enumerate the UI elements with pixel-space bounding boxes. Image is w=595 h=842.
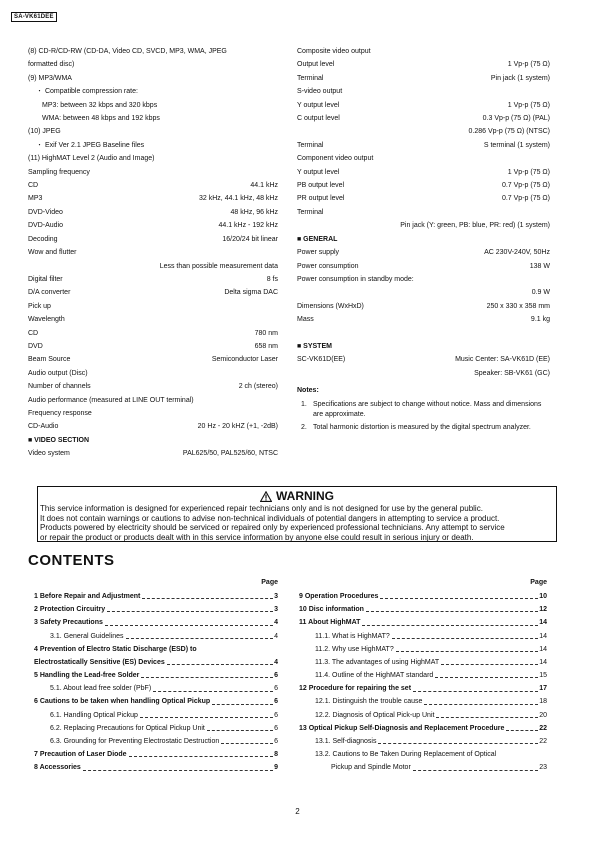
toc-entry[interactable]	[34, 709, 278, 722]
toc-entry-label: 9 Operation Procedures	[299, 592, 379, 600]
toc-leader	[436, 717, 538, 718]
toc-entry-page: 12	[539, 606, 547, 614]
spec-value: 9.1 kg	[530, 316, 550, 324]
spec-row	[28, 206, 278, 219]
toc-entry-page: 18	[539, 698, 547, 706]
spec-row	[297, 99, 550, 112]
spec-value: Semiconductor Laser	[211, 356, 278, 364]
toc-entry-page: 23	[539, 764, 547, 772]
spec-label: Digital filter	[28, 275, 63, 283]
spec-row	[297, 112, 550, 125]
toc-entry-page: 14	[539, 645, 547, 653]
toc-entry[interactable]	[299, 603, 547, 616]
spec-line: Audio output (Disc)	[28, 369, 88, 377]
spec-value: AC 230V-240V, 50Hz	[484, 249, 550, 257]
spec-row	[297, 353, 550, 366]
toc-entry-page: 14	[539, 658, 547, 666]
toc-leader	[506, 730, 538, 731]
toc-leader	[378, 743, 538, 744]
spec-label: Y output level	[297, 168, 340, 176]
spec-label: DVD-Video	[28, 208, 63, 216]
toc-leader	[441, 664, 538, 665]
spec-value: 780 nm	[254, 329, 278, 337]
spec-line: ・ Compatible compression rate:	[36, 88, 138, 96]
toc-entry-label: 13.2. Cautions to Be Taken During Replacement of Optical	[315, 751, 497, 759]
spec-line: Frequency response	[28, 409, 92, 417]
toc-entry-label: 11.4. Outline of the HighMAT standard	[315, 672, 434, 680]
toc-entry-label: 6.2. Replacing Precautions for Optical Pickup Unit	[50, 724, 205, 732]
toc-entry-label: 12.1. Distinguish the trouble cause	[315, 698, 423, 706]
toc-entry[interactable]	[34, 590, 278, 603]
toc-entry[interactable]	[34, 643, 278, 656]
spec-value: S terminal (1 system)	[483, 141, 550, 149]
spec-label: DVD	[28, 342, 43, 350]
toc-leader	[413, 770, 538, 771]
spec-line: (10) JPEG	[28, 128, 61, 136]
toc-leader	[396, 651, 538, 652]
toc-page-heading: Page	[530, 579, 547, 586]
note-text: Specifications are subject to change without notice. Mass and dimensions are approximate.	[313, 400, 542, 418]
spec-line: Sampling frequency	[28, 168, 90, 176]
toc-entry-page: 9	[274, 764, 278, 772]
toc-entry-page: 15	[539, 672, 547, 680]
warning-text	[40, 504, 556, 542]
toc-leader	[153, 691, 273, 692]
spec-label: Terminal	[297, 141, 324, 149]
toc-entry[interactable]	[34, 761, 278, 774]
spacer	[297, 327, 550, 340]
toc-entry[interactable]	[34, 682, 278, 695]
spec-row	[297, 300, 550, 313]
toc-entry-page: 17	[539, 685, 547, 693]
toc-left	[34, 576, 278, 775]
toc-entry-label: 10 Disc information	[299, 606, 364, 614]
spec-value: 2 ch (stereo)	[238, 383, 278, 391]
toc-leader	[221, 743, 273, 744]
spec-value: Pin jack (1 system)	[490, 74, 550, 82]
spec-line: MP3: between 32 kbps and 320 kbps	[42, 101, 158, 109]
note-number: 1.	[301, 400, 307, 408]
toc-entry-page: 20	[539, 711, 547, 719]
toc-entry-page: 6	[274, 672, 278, 680]
toc-entry-page: 3	[274, 592, 278, 600]
toc-leader	[107, 611, 273, 612]
spec-label: D/A converter	[28, 289, 71, 297]
spec-line: (11) HighMAT Level 2 (Audio and Image)	[28, 155, 155, 163]
spec-value: Delta sigma DAC	[224, 289, 278, 297]
toc-entry-label: 8 Accessories	[34, 764, 81, 772]
spec-line: (8) CD-R/CD-RW (CD-DA, Video CD, SVCD, MP3, WMA, JPEG	[28, 48, 227, 55]
warning-line: It does not contain warnings or cautions to advise non-technical individuals of potential dangers in attempting to service a product.	[40, 513, 500, 523]
spec-row	[28, 219, 278, 232]
section-heading: ■ VIDEO SECTION	[28, 436, 90, 444]
toc-entry[interactable]	[299, 748, 547, 761]
toc-entry-label: 13.1. Self-diagnosis	[315, 738, 377, 746]
spec-label: Power consumption	[297, 262, 359, 270]
spec-line: Component video output	[297, 155, 374, 163]
spec-row	[28, 286, 278, 299]
spec-line: WMA: between 48 kbps and 192 kbps	[42, 115, 160, 123]
spec-value: 1 Vp-p (75 Ω)	[507, 168, 550, 176]
spec-row	[28, 353, 278, 366]
page-number: 2	[295, 807, 300, 816]
spec-line: Wow and flutter	[28, 249, 77, 257]
spec-row	[28, 192, 278, 205]
toc-leader	[424, 704, 538, 705]
toc-entry-label: 11.3. The advantages of using HighMAT	[315, 658, 440, 666]
spec-value: 138 W	[529, 262, 550, 270]
spec-row	[28, 340, 278, 353]
toc-entry-label: 12 Procedure for repairing the set	[299, 685, 412, 693]
toc-entry[interactable]	[34, 656, 278, 669]
toc-entry[interactable]	[34, 735, 278, 748]
toc-entry-label: 12.2. Diagnosis of Optical Pick-up Unit	[315, 711, 435, 719]
spec-label: PR output level	[297, 195, 345, 203]
toc-entry[interactable]	[299, 761, 547, 774]
toc-entry-label: 6.1. Handling Optical Pickup	[50, 711, 138, 719]
spec-value: 0.3 Vp-p (75 Ω) (PAL)	[482, 115, 550, 123]
spec-line: Terminal	[297, 208, 324, 216]
toc-entry-label: 5 Handling the Lead-free Solder	[34, 672, 140, 680]
warning-triangle-icon	[260, 491, 272, 502]
toc-entry[interactable]	[299, 669, 547, 682]
toc-entry[interactable]	[299, 696, 547, 709]
toc-entry-label: 1 Before Repair and Adjustment	[34, 592, 141, 600]
toc-entry-page: 6	[274, 685, 278, 693]
toc-leader	[126, 638, 274, 639]
toc-entry-page: 6	[274, 711, 278, 719]
spec-value: 0.7 Vp-p (75 Ω)	[501, 195, 550, 203]
toc-right	[299, 576, 547, 775]
toc-entry-page: 6	[274, 738, 278, 746]
warning-line: This service information is designed for experienced repair technicians only and is not designed for use by the general public.	[40, 504, 483, 513]
toc-entry-page: 4	[274, 632, 278, 640]
spec-value-continued: Speaker: SB-VK61 (GC)	[474, 369, 550, 377]
toc-entry-label: 3 Safety Precautions	[34, 619, 103, 627]
toc-entry-label: 5.1. About lead free solder (PbF)	[50, 685, 152, 693]
spec-value: 658 nm	[254, 342, 278, 350]
toc-page-heading: Page	[261, 579, 278, 586]
spec-label: CD	[28, 182, 39, 190]
spec-value: 1 Vp-p (75 Ω)	[507, 101, 550, 109]
model-tag: SA-VK61DEE	[11, 12, 57, 22]
toc-entry[interactable]	[34, 616, 278, 629]
toc-entry[interactable]	[299, 616, 547, 629]
section-heading: ■ GENERAL	[297, 235, 338, 243]
warning-box	[37, 486, 557, 542]
toc-entry[interactable]	[34, 748, 278, 761]
spec-value: 1 Vp-p (75 Ω)	[507, 61, 550, 69]
toc-entry-page: 4	[274, 658, 278, 666]
toc-leader	[366, 611, 538, 612]
spec-label: Decoding	[28, 235, 58, 243]
spec-value: 250 x 330 x 358 mm	[486, 302, 550, 310]
toc-leader	[413, 691, 538, 692]
spec-row	[297, 58, 550, 71]
spec-value: 8 fs	[266, 275, 278, 283]
spec-column-left	[28, 45, 278, 461]
spec-label: SC-VK61D(EE)	[297, 356, 346, 364]
spec-value-continued: Less than possible measurement data	[159, 262, 278, 270]
spec-row	[297, 72, 550, 85]
toc-entry-page: 6	[274, 698, 278, 706]
toc-entry[interactable]	[34, 603, 278, 616]
spec-row	[297, 246, 550, 259]
toc-entry[interactable]	[299, 656, 547, 669]
toc-leader	[362, 625, 538, 626]
note-text: Total harmonic distortion is measured by the digital spectrum analyzer.	[313, 423, 531, 431]
toc-entry-page: 22	[539, 724, 547, 732]
note-number: 2.	[301, 423, 307, 431]
spec-line: Audio performance (measured at LINE OUT terminal)	[28, 396, 194, 404]
toc-entry-label: 7 Precaution of Laser Diode	[34, 751, 127, 759]
spec-value: 16/20/24 bit linear	[222, 235, 278, 243]
toc-entry[interactable]	[34, 722, 278, 735]
contents-title: CONTENTS	[28, 552, 115, 569]
spec-value-continued: Pin jack (Y: green, PB: blue, PR: red) (1 system)	[400, 222, 550, 230]
spec-row	[297, 260, 550, 273]
spec-row	[28, 447, 278, 460]
toc-entry-page: 3	[274, 606, 278, 614]
spec-value: 32 kHz, 44.1 kHz, 48 kHz	[199, 195, 278, 203]
spec-value: 48 kHz, 96 kHz	[230, 208, 278, 216]
toc-entry-label: 4 Prevention of Electro Static Discharge (ESD) to	[34, 645, 197, 653]
warning-title-text: WARNING	[276, 489, 334, 503]
spec-label: CD	[28, 329, 39, 337]
spec-label: Y output level	[297, 101, 340, 109]
toc-entry[interactable]	[299, 709, 547, 722]
spec-line: Composite video output	[297, 48, 371, 55]
toc-entry-page: 14	[539, 619, 547, 627]
spec-label: CD-Audio	[28, 423, 59, 431]
toc-entry-label: 13 Optical Pickup Self-Diagnosis and Replacement Procedure	[299, 724, 505, 732]
toc-entry-page: 4	[274, 619, 278, 627]
spec-line: Pick up	[28, 302, 51, 310]
toc-entry-label: Electrostatically Sensitive (ES) Devices	[34, 658, 165, 666]
spec-line: formatted disc)	[28, 61, 75, 69]
warning-title	[38, 489, 556, 503]
toc-leader	[435, 677, 538, 678]
spec-row	[28, 273, 278, 286]
toc-entry-page: 14	[539, 632, 547, 640]
toc-leader	[105, 625, 273, 626]
toc-leader	[207, 730, 273, 731]
spec-value: 20 Hz - 20 kHZ (+1, -2dB)	[197, 423, 278, 431]
warning-line: Products powered by electricity should be serviced or repaired only by experienced professional technicians. Any attempt to service	[40, 523, 505, 533]
toc-entry-label: 2 Protection Circuitry	[34, 606, 106, 614]
spec-row	[28, 327, 278, 340]
toc-leader	[141, 677, 273, 678]
spec-label: Output level	[297, 61, 335, 69]
note-item	[297, 423, 550, 433]
spec-row	[28, 420, 278, 433]
spec-row	[28, 179, 278, 192]
toc-entry[interactable]	[299, 682, 547, 695]
toc-leader	[142, 598, 273, 599]
toc-entry-page: 22	[539, 738, 547, 746]
toc-entry-page: 10	[539, 592, 547, 600]
section-heading: ■ SYSTEM	[297, 342, 332, 350]
toc-entry[interactable]	[34, 669, 278, 682]
spec-row	[297, 179, 550, 192]
toc-leader	[140, 717, 273, 718]
spec-value: 44.1 kHz	[250, 182, 278, 190]
toc-entry-label: 11 About HighMAT	[299, 619, 361, 627]
spec-label: Beam Source	[28, 356, 71, 364]
notes-title: Notes:	[297, 387, 319, 395]
spec-label: Number of channels	[28, 383, 91, 391]
warning-line: or repair the product or products dealt with in this service information by anyone else could result in serious injury or death.	[40, 532, 474, 542]
spec-value-continued: 0.286 Vp-p (75 Ω) (NTSC)	[468, 128, 550, 136]
spec-line: S-video output	[297, 88, 343, 96]
spec-line: (9) MP3/WMA	[28, 74, 72, 82]
spec-value: Music Center: SA-VK61D (EE)	[455, 356, 550, 364]
toc-entry-label: 6 Cautions to be taken when handling Optical Pickup	[34, 698, 211, 706]
toc-entry-page: 8	[274, 751, 278, 759]
spec-label: Mass	[297, 316, 314, 324]
spec-label: Dimensions (WxHxD)	[297, 302, 364, 310]
toc-entry[interactable]	[299, 735, 547, 748]
toc-entry-label: 11.2. Why use HighMAT?	[315, 645, 394, 653]
spec-row	[297, 139, 550, 152]
spec-value: 44.1 kHz - 192 kHz	[218, 222, 278, 230]
toc-leader	[392, 638, 538, 639]
toc-leader	[129, 756, 274, 757]
toc-leader	[167, 664, 273, 665]
spec-row	[297, 313, 550, 326]
spec-value: 0.7 Vp-p (75 Ω)	[501, 182, 550, 190]
toc-leader	[83, 770, 273, 771]
spec-label: C output level	[297, 115, 340, 123]
spec-row	[297, 192, 550, 205]
toc-entry[interactable]	[299, 643, 547, 656]
toc-leader	[212, 704, 273, 705]
spec-value: PAL625/50, PAL525/60, NTSC	[182, 450, 278, 458]
toc-entry[interactable]	[34, 630, 278, 643]
toc-leader	[380, 598, 538, 599]
toc-entry[interactable]	[299, 722, 547, 735]
spec-label: Video system	[28, 450, 70, 458]
spec-row	[297, 166, 550, 179]
spec-label: DVD-Audio	[28, 222, 64, 230]
toc-entry-label: 3.1. General Guidelines	[50, 632, 124, 640]
spec-label: Terminal	[297, 74, 324, 82]
spec-line: Wavelength	[28, 316, 65, 324]
note-item	[297, 400, 550, 420]
spec-label: MP3	[28, 195, 43, 203]
spec-label: PB output level	[297, 182, 345, 190]
spec-value-continued: 0.9 W	[531, 289, 550, 297]
toc-entry[interactable]	[34, 696, 278, 709]
spec-row	[28, 380, 278, 393]
spec-line: ・ Exif Ver 2.1 JPEG Baseline files	[36, 141, 145, 149]
toc-entry-label: 6.3. Grounding for Preventing Electrostatic Destruction	[50, 738, 220, 746]
toc-entry[interactable]	[299, 630, 547, 643]
toc-entry-label: 11.1. What is HighMAT?	[315, 632, 390, 640]
toc-entry-page: 6	[274, 724, 278, 732]
toc-entry[interactable]	[299, 590, 547, 603]
spec-row	[28, 233, 278, 246]
toc-entry-label: Pickup and Spindle Motor	[331, 764, 411, 772]
spec-label: Power supply	[297, 249, 340, 257]
spec-line: Power consumption in standby mode:	[297, 275, 414, 283]
spec-column-right	[297, 45, 550, 436]
